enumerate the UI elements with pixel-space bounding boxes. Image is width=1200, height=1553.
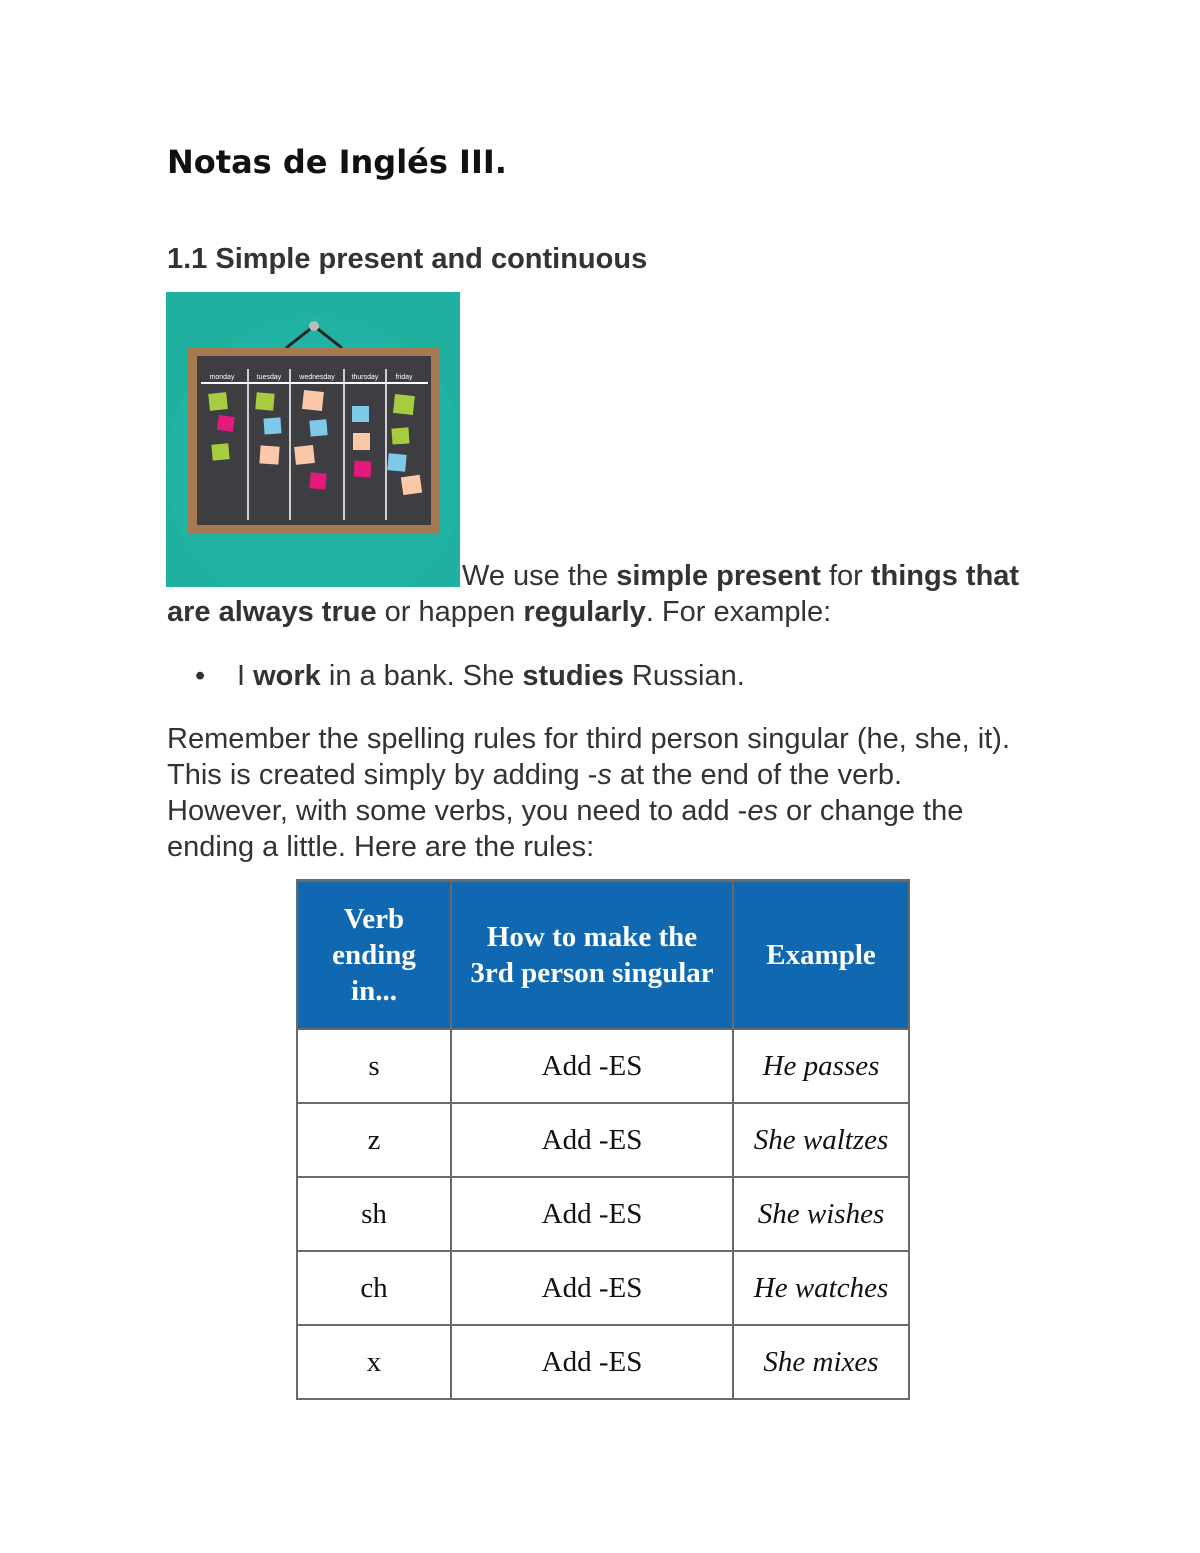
rule-cell: Add -ES [451, 1029, 733, 1103]
spelling-rules-table [296, 879, 910, 1400]
example-cell: She waltzes [733, 1103, 909, 1177]
header-example: Example [733, 881, 909, 1030]
verb-ending-cell: ch [297, 1251, 451, 1325]
nail-icon [309, 321, 319, 331]
bullet-icon: • [195, 660, 206, 692]
table-row [297, 1103, 909, 1177]
example-cell: She wishes [733, 1177, 909, 1251]
table-row [297, 1177, 909, 1251]
verb-ending-cell: x [297, 1325, 451, 1399]
board-day-label: monday [209, 374, 235, 381]
board-day-label: friday [395, 374, 413, 381]
example-cell: She mixes [733, 1325, 909, 1399]
rule-cell: Add -ES [451, 1325, 733, 1399]
table-row [297, 1325, 909, 1399]
verb-ending-cell: z [297, 1103, 451, 1177]
rule-cell: Add -ES [451, 1177, 733, 1251]
verb-ending-cell: sh [297, 1177, 451, 1251]
board-day-label: thursday [351, 374, 379, 381]
table-header-row [297, 881, 909, 1030]
example-cell: He watches [733, 1251, 909, 1325]
intro-paragraph: We use the simple present for things that are always true or happen regularly. For example: [167, 560, 1020, 628]
board-day-label: wednesday [299, 374, 335, 381]
list-item: • I work in a bank. She studies Russian. [195, 660, 745, 692]
header-verb-ending: Verb ending in... [297, 881, 451, 1030]
rule-cell: Add -ES [451, 1251, 733, 1325]
table-row [297, 1029, 909, 1103]
page-title: Notas de Inglés III. [167, 143, 507, 181]
schedule-board-image [166, 292, 460, 587]
spelling-rules-paragraph: Remember the spelling rules for third person singular (he, she, it). This is created simply by adding -s at the end of the verb. However, with some verbs, you need to add -es or change the ending a little. Here are the rules: [167, 723, 1010, 863]
example-cell: He passes [733, 1029, 909, 1103]
table-row [297, 1251, 909, 1325]
verb-ending-cell: s [297, 1029, 451, 1103]
header-how-to-make: How to make the 3rd person singular [451, 881, 733, 1030]
board-day-label: tuesday [256, 374, 282, 381]
section-heading: 1.1 Simple present and continuous [167, 243, 648, 275]
example-list [195, 658, 745, 694]
rule-cell: Add -ES [451, 1103, 733, 1177]
